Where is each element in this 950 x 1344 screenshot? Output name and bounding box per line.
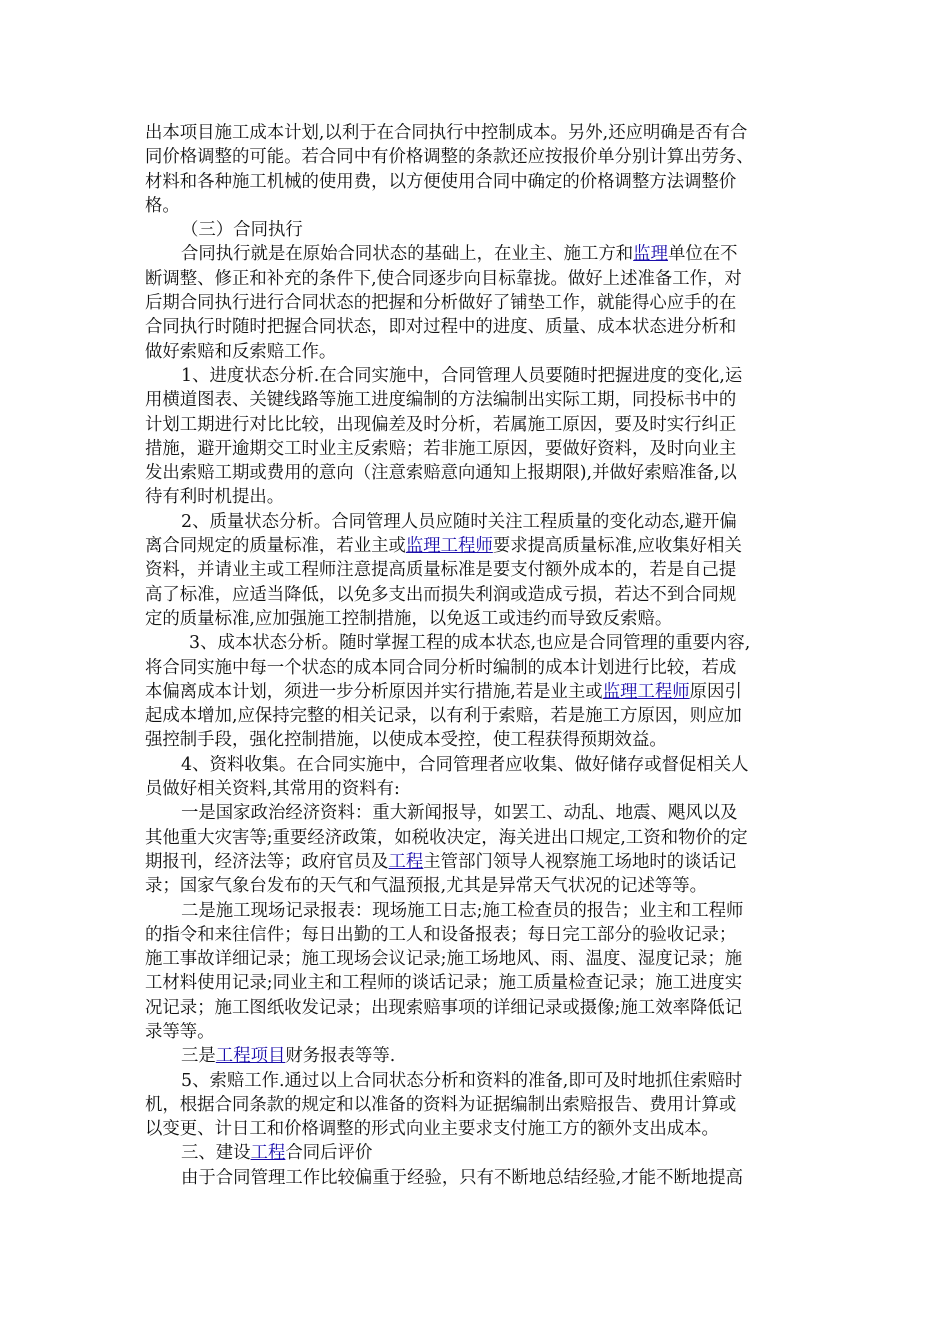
inline-link[interactable]: 工程 (388, 851, 424, 872)
inline-link[interactable]: 监理工程师 (405, 536, 493, 557)
text-line (145, 1093, 815, 1117)
text-run: 由于合同管理工作比较偏重于经验，只有不断地总结经验,才能不断地提高 (181, 1167, 744, 1188)
text-run: 录等等。 (145, 1021, 215, 1042)
text-line (145, 437, 815, 461)
inline-link[interactable]: 监理工程师 (602, 681, 690, 702)
text-run: 机，根据合同条款的规定和以准备的资料为证据编制出索赔报告、费用计算或 (145, 1094, 737, 1115)
text-run: 单位在不 (667, 244, 738, 265)
text-line (145, 170, 815, 194)
text-line (145, 340, 815, 364)
text-run: 定的质量标准,应加强施工控制措施，以免返工或违约而导致反索赔。 (145, 608, 673, 629)
text-run: 2、质量状态分析。合同管理人员应随时关注工程质量的变化动态,避开偏 (181, 511, 737, 532)
text-run: 合同执行就是在原始合同状态的基础上，在业主、施工方和 (181, 244, 634, 265)
text-line (145, 947, 815, 971)
text-line (145, 242, 815, 266)
text-line (145, 218, 815, 242)
text-run: 做好索赔和反索赔工作。 (145, 341, 337, 362)
text-line (145, 194, 815, 218)
text-run: 二是施工现场记录报表：现场施工日志;施工检查员的报告；业主和工程师 (181, 900, 744, 921)
inline-link[interactable]: 工程 (250, 1143, 286, 1164)
text-run: 起成本增加,应保持完整的相关记录，以有利于索赔，若是施工方原因，则应加 (145, 706, 742, 727)
text-run: 财务报表等等. (285, 1046, 396, 1067)
text-run: 3、成本状态分析。随时掌握工程的成本状态,也应是合同管理的重要内容, (189, 633, 751, 654)
text-line (145, 826, 815, 850)
text-run: 期报刊，经济法等；政府官员及 (145, 851, 389, 872)
text-line (145, 510, 815, 534)
text-line (145, 899, 815, 923)
text-run: 强控制手段，强化控制措施，以使成本受控，使工程获得预期效益。 (145, 730, 667, 751)
text-run: 合同后评价 (285, 1143, 373, 1164)
text-run: 用横道图表、关键线路等施工进度编制的方法编制出实际工期，同投标书中的 (145, 390, 737, 411)
text-line (145, 850, 815, 874)
text-line (145, 388, 815, 412)
text-line (145, 1044, 815, 1068)
text-run: 资料，并请业主或工程师注意提高质量标准是要支付额外成本的，若是自己提 (145, 560, 737, 581)
text-line (145, 558, 815, 582)
text-line (145, 485, 815, 509)
text-run: 出本项目施工成本计划,以利于在合同执行中控制成本。另外,还应明确是否有合 (145, 123, 748, 143)
text-run: 员做好相关资料,其常用的资料有: (145, 779, 400, 800)
text-run: 录；国家气象台发布的天气和气温预报,尤其是异常天气状况的记述等等。 (145, 876, 708, 897)
text-line (145, 874, 815, 898)
text-run: 况记录；施工图纸收发记录；出现索赔事项的详细记录或摄像;施工效率降低记 (145, 997, 743, 1018)
text-run: 断调整、修正和补充的条件下,使合同逐步向目标靠拢。做好上述准备工作，对 (145, 268, 742, 289)
text-line (145, 656, 815, 680)
text-line (145, 753, 815, 777)
text-run: 的指令和来往信件；每日出勤的工人和设备报表；每日完工部分的验收记录； (145, 924, 737, 945)
text-line (145, 728, 815, 752)
text-line (145, 145, 815, 169)
document-body (145, 121, 815, 1190)
text-run: 主管部门领导人视察施工场地时的谈话记 (423, 851, 737, 872)
inline-link[interactable]: 监理 (633, 244, 668, 265)
text-line (145, 315, 815, 339)
text-line (145, 121, 815, 145)
text-run: （三）合同执行 (181, 220, 303, 241)
text-line (145, 704, 815, 728)
text-run: 要求提高质量标准,应收集好相关 (492, 536, 742, 557)
text-line (145, 607, 815, 631)
text-run: 材料和各种施工机械的使用费，以方便使用合同中确定的价格调整方法调整价 (145, 171, 737, 192)
text-run: 格。 (145, 195, 180, 216)
text-run: 4、资料收集。在合同实施中，合同管理者应收集、做好储存或督促相关人 (181, 754, 749, 775)
text-run: 本偏离成本计划，须进一步分析原因并实行措施,若是业主或 (145, 681, 603, 702)
text-line (145, 801, 815, 825)
text-line (145, 534, 815, 558)
text-line (145, 1141, 815, 1165)
text-run: 5、索赔工作.通过以上合同状态分析和资料的准备,即可及时地抓住索赔时 (181, 1070, 743, 1091)
text-run: 三是 (181, 1046, 216, 1067)
text-run: 工材料使用记录;同业主和工程师的谈话记录；施工质量检查记录；施工进度实 (145, 973, 743, 994)
text-run: 措施，避开逾期交工时业主反索赔；若非施工原因，要做好资料，及时向业主 (145, 438, 737, 459)
inline-link[interactable]: 工程项目 (215, 1046, 286, 1067)
text-line (145, 1020, 815, 1044)
text-run: 离合同规定的质量标准，若业主或 (145, 536, 406, 557)
text-line (145, 680, 815, 704)
text-run: 1、进度状态分析.在合同实施中，合同管理人员要随时把握进度的变化,运 (181, 365, 743, 386)
text-run: 施工事故详细记录；施工现场会议记录;施工场地风、雨、温度、湿度记录；施 (145, 949, 743, 970)
text-run: 计划工期进行对比比较，出现偏差及时分析，若属施工原因，要及时实行纠正 (145, 414, 737, 435)
text-line (145, 413, 815, 437)
text-line (145, 777, 815, 801)
text-run: 其他重大灾害等;重要经济政策，如税收决定，海关进出口规定,工资和物价的定 (145, 827, 748, 848)
text-line (145, 971, 815, 995)
text-run: 合同执行时随时把握合同状态，即对过程中的进度、质量、成本状态进分析和 (145, 317, 737, 338)
text-line (145, 461, 815, 485)
text-run: 后期合同执行进行合同状态的把握和分析做好了铺垫工作，就能得心应手的在 (145, 293, 737, 314)
text-line (145, 1166, 815, 1190)
text-line (145, 996, 815, 1020)
text-line (145, 267, 815, 291)
text-line (145, 923, 815, 947)
text-run: 高了标准，应适当降低，以免多支出而损失利润或造成亏损，若达不到合同规 (145, 584, 737, 605)
text-run: 发出索赔工期或费用的意向（注意索赔意向通知上报期限),并做好索赔准备,以 (145, 463, 737, 484)
text-run: 将合同实施中每一个状态的成本同合同分析时编制的成本计划进行比较，若成 (145, 657, 737, 678)
text-line (145, 364, 815, 388)
text-run: 同价格调整的可能。若合同中有价格调整的条款还应按报价单分别计算出劳务、 (145, 147, 754, 168)
text-line (145, 291, 815, 315)
text-line (145, 583, 815, 607)
text-run: 三、建设 (181, 1143, 251, 1164)
text-run: 原因引 (689, 681, 742, 702)
text-run: 待有利时机提出。 (145, 487, 285, 508)
text-run: 以变更、计日工和价格调整的形式向业主要求支付施工方的额外支出成本。 (145, 1119, 719, 1140)
text-line (145, 1069, 815, 1093)
text-line (145, 1117, 815, 1141)
text-line (145, 631, 815, 655)
text-run: 一是国家政治经济资料：重大新闻报导，如罢工、动乱、地震、飓风以及 (181, 803, 738, 824)
